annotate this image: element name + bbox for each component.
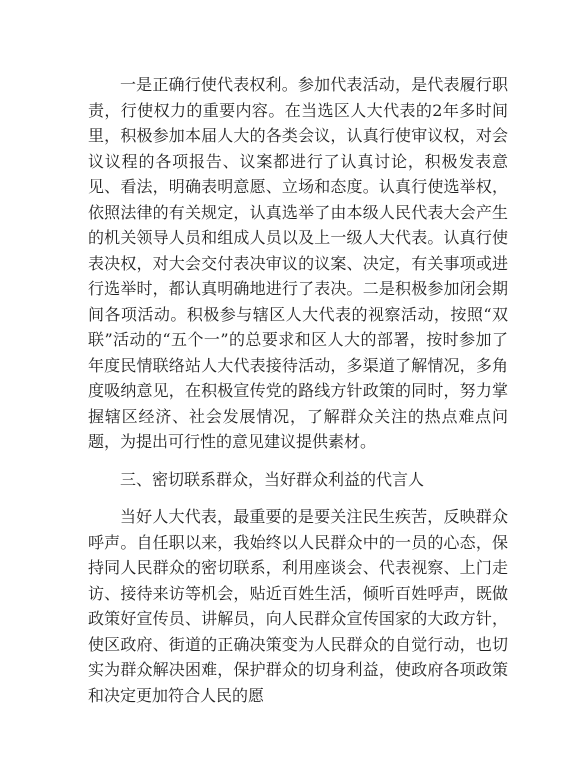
document-body [88,72,508,708]
paragraph-representative-rights: 一是正确行使代表权利。参加代表活动，是代表履行职责，行使权力的重要内容。在当选区人大代表的2年多时间里，积极参加本届人大的各类会议，认真行使审议权，对会议议程的各项报告、议案都进行了认真讨论，积极发表意见、看法，明确表明意愿、立场和态度。认真行使选举权，依照法律的有关规定，认真选举了由本级人民代表大会产生的机关领导人员和组成人员以及上一级人大代表。认真行使表决权，对大会交付表决审议的议案、决定，有关事项或进行选举时，都认真明确地进行了表决。二是积极参加闭会期间各项活动。积极参与辖区人大代表的视察活动，按照“双联”活动的“五个一”的总要求和区人大的部署，按时参加了年度民情联络站人大代表接待活动，多渠道了解情况，多角度吸纳意见，在积极宣传党的路线方针政策的同时，努力掌握辖区经济、社会发展情况，了解群众关注的热点难点问题，为提出可行性的意见建议提供素材。 [88,75,508,451]
section-heading: 三、密切联系群众，当好群众利益的代言人 [120,469,425,489]
paragraph-contact-masses: 当好人大代表，最重要的是要关注民生疾苦，反映群众呼声。自任职以来，我始终以人民群众中的一员的心态，保持同人民群众的密切联系，利用座谈会、代表视察、上门走访、接待来访等机会，贴近百姓生活，倾听百姓呼声，既做政策好宣传员、讲解员，向人民群众宣传国家的大政方针，使区政府、街道的正确决策变为人民群众的自觉行动，也切实为群众解决困难，保护群众的切身利益，使政府各项政策和决定更加符合人民的愿 [88,507,508,705]
